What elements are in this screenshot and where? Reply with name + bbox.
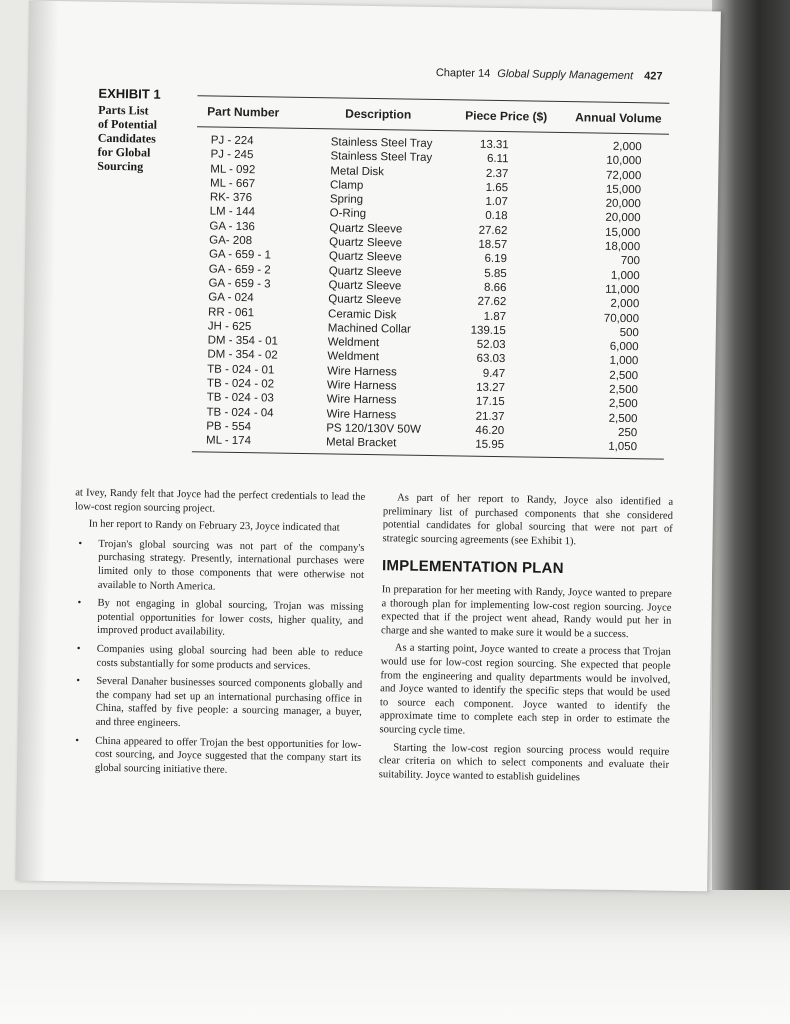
annual-volume-cell: 18,000 <box>604 240 641 254</box>
exhibit-caption-line: Parts List <box>98 102 149 118</box>
scanner-shadow-right <box>712 0 790 1024</box>
findings-list <box>71 537 365 779</box>
annual-volume-cell: 15,000 <box>605 183 642 197</box>
piece-price-cell: 1.65 <box>485 181 509 195</box>
parts-table <box>192 95 670 459</box>
list-item <box>72 675 363 734</box>
piece-price-cell: 2.37 <box>485 167 509 180</box>
part-number-cell: PJ - 245 <box>210 148 254 162</box>
description-cell: Metal Disk <box>330 164 385 178</box>
part-number-cell: GA - 136 <box>209 220 255 233</box>
part-number-cell: ML - 667 <box>210 177 256 191</box>
chapter-title: Global Supply Management <box>497 67 634 83</box>
description-cell: Wire Harness <box>327 365 397 379</box>
piece-price-cell: 27.62 <box>477 295 507 309</box>
annual-volume-cell: 2,500 <box>608 412 638 425</box>
description-column <box>326 135 433 451</box>
paragraph: at Ivey, Randy felt that Joyce had the perfect credentials to lead the low-cost region sourcing project. <box>74 487 366 515</box>
part-number-cell: ML - 174 <box>205 434 252 448</box>
annual-volume-cell: 10,000 <box>606 155 642 168</box>
description-cell: Wire Harness <box>326 393 397 407</box>
piece-price-cell: 17.15 <box>475 396 505 409</box>
part-number-cell: DM - 354 - 02 <box>207 348 278 363</box>
bullet-icon: • <box>78 538 83 550</box>
exhibit-caption-line: Candidates <box>97 130 156 146</box>
list-item-text: Several Danaher businesses sourced components globally and the company had set up an international purchasing office in China, staffed by five people: a sourcing manager, a buyer, and three engineers. <box>95 675 363 729</box>
part-number-cell: TB - 024 - 02 <box>206 377 275 391</box>
piece-price-cell: 52.03 <box>476 338 506 352</box>
description-cell: Clamp <box>329 179 364 192</box>
bullet-icon: • <box>76 643 81 655</box>
piece-price-cell: 13.31 <box>479 138 509 152</box>
part-number-cell: DM - 354 - 01 <box>207 334 279 348</box>
piece-price-cell: 0.18 <box>485 210 508 223</box>
part-number-cell: GA - 659 - 2 <box>208 263 271 277</box>
paragraph: In her report to Randy on February 23, Joyce indicated that <box>88 518 340 534</box>
bullet-icon: • <box>77 597 82 609</box>
part-number-cell: LM - 144 <box>209 205 256 219</box>
piece-price-cell: 9.47 <box>482 367 506 380</box>
piece-price-cell: 1.87 <box>483 310 507 323</box>
section-heading: IMPLEMENTATION PLAN <box>381 557 564 578</box>
part-number-cell: TB - 024 - 01 <box>207 363 275 377</box>
bullet-icon: • <box>76 675 81 687</box>
annual-volume-cell: 500 <box>619 326 639 340</box>
scanner-bed-bottom <box>0 890 790 1024</box>
annual-volume-cell: 72,000 <box>605 169 642 182</box>
piece-price-cell: 5.85 <box>484 267 507 280</box>
header-piece-price: Piece Price ($) <box>465 108 548 124</box>
description-cell: Weldment <box>327 336 380 350</box>
list-item-text: By not engaging in global sourcing, Trojan was missing potential opportunities for lower costs, higher quality, and improved product availability. <box>96 597 364 639</box>
exhibit-number: EXHIBIT 1 <box>98 85 161 102</box>
header-description: Description <box>345 106 412 122</box>
annual-volume-cell: 2,500 <box>609 383 639 397</box>
piece-price-cell: 46.20 <box>475 424 505 438</box>
piece-price-cell: 63.03 <box>476 353 506 366</box>
exhibit-caption-line: for Global <box>97 144 151 160</box>
description-cell: Stainless Steel Tray <box>330 150 433 165</box>
book-page <box>15 1 721 892</box>
description-cell: O-Ring <box>329 207 367 221</box>
part-number-cell: GA- 208 <box>209 234 253 248</box>
list-item-text: Companies using global sourcing had been able to reduce costs substantially for some products and services. <box>96 643 363 672</box>
part-number-cell: ML - 092 <box>210 163 256 176</box>
piece-price-cell: 13.27 <box>476 381 506 395</box>
part-number-cell: TB - 024 - 03 <box>206 391 274 405</box>
annual-volume-cell: 2,500 <box>608 398 638 411</box>
piece-price-cell: 1.07 <box>485 196 508 209</box>
description-cell: Machined Collar <box>327 322 412 336</box>
piece-price-column <box>444 137 509 452</box>
paragraph: In preparation for her meeting with Randy, Joyce wanted to prepare a thorough plan for implementing low-cost region sourcing. Joyce expected that if the project went ahead, Randy would put her in charge and she wanted to make sure it would be a success. <box>381 584 672 640</box>
chapter-label: Chapter 14 <box>435 67 491 80</box>
part-number-cell: TB - 024 - 04 <box>206 406 274 420</box>
page-gutter <box>15 1 59 881</box>
bullet-icon: • <box>75 734 80 746</box>
description-cell: Quartz Sleeve <box>329 236 403 250</box>
paragraph: As part of her report to Randy, Joyce also identified a preliminary list of purchased components that she considered potential candidates for global sourcing that were not part of strategic sourcing agreements (see Exhibit 1). <box>382 492 674 548</box>
right-text-column <box>379 491 674 790</box>
part-number-cell: JH - 625 <box>207 320 252 334</box>
description-cell: Metal Bracket <box>325 436 397 450</box>
part-number-cell: PB - 554 <box>206 420 252 434</box>
list-item-text: China appeared to offer Trojan the best opportunities for low-cost sourcing, and Joyce suggested that the company start its global sourcing initiative there. <box>94 735 362 776</box>
piece-price-cell: 21.37 <box>475 410 505 423</box>
part-number-cell: GA - 659 - 3 <box>208 277 271 291</box>
description-cell: Quartz Sleeve <box>328 293 402 307</box>
annual-volume-cell: 250 <box>617 426 638 440</box>
exhibit-caption-line: of Potential <box>97 116 158 132</box>
annual-volume-cell: 70,000 <box>603 312 640 325</box>
list-item <box>71 734 362 779</box>
piece-price-cell: 8.66 <box>484 281 507 295</box>
part-number-cell: GA - 024 <box>208 291 254 305</box>
annual-volume-cell: 2,000 <box>610 298 640 311</box>
annual-volume-cell: 15,000 <box>605 226 641 240</box>
exhibit-label <box>97 86 188 174</box>
annual-volume-cell: 2,500 <box>609 369 639 382</box>
description-cell: Stainless Steel Tray <box>330 136 433 150</box>
list-item-text: Trojan's global sourcing was not part of the company's purchasing strategy. Presently, international purchases were limited only to those components that were otherwise not available to North America. <box>97 538 365 593</box>
part-number-column <box>206 133 281 449</box>
piece-price-cell: 18.57 <box>478 238 508 252</box>
paragraph: Starting the low-cost region sourcing process would require clear criteria on which to select components and evaluate their suitability. Joyce wanted to establish guidelines <box>378 741 670 784</box>
header-annual-volume: Annual Volume <box>575 110 662 126</box>
part-number-cell: RR - 061 <box>207 306 255 319</box>
annual-volume-cell: 2,000 <box>612 140 642 154</box>
annual-volume-cell: 20,000 <box>605 212 641 225</box>
page-number: 427 <box>644 70 663 83</box>
piece-price-cell: 139.15 <box>470 324 506 338</box>
description-cell: Spring <box>329 193 364 207</box>
annual-volume-cell: 6,000 <box>609 340 639 354</box>
annual-volume-cell: 700 <box>620 255 641 268</box>
annual-volume-cell: 1,000 <box>609 355 639 368</box>
table-body <box>192 127 669 458</box>
description-cell: Quartz Sleeve <box>328 250 402 264</box>
description-cell: Weldment <box>327 350 380 364</box>
piece-price-cell: 6.19 <box>484 253 508 266</box>
annual-volume-cell: 1,000 <box>610 269 640 282</box>
list-item <box>72 642 362 674</box>
list-item <box>73 597 364 642</box>
piece-price-cell: 6.11 <box>486 153 509 166</box>
part-number-cell: RK- 376 <box>209 191 253 205</box>
part-number-cell: PJ - 224 <box>210 134 254 148</box>
description-cell: Quartz Sleeve <box>328 265 402 279</box>
list-item <box>74 537 365 596</box>
part-number-cell: GA - 659 - 1 <box>208 248 272 262</box>
description-cell: Wire Harness <box>326 379 397 393</box>
exhibit-caption-line: Sourcing <box>97 158 144 174</box>
annual-volume-cell: 20,000 <box>605 197 641 211</box>
piece-price-cell: 15.95 <box>475 438 505 452</box>
description-cell: Wire Harness <box>326 407 397 422</box>
description-cell: Ceramic Disk <box>327 307 397 321</box>
annual-volume-cell: 11,000 <box>605 283 640 297</box>
description-cell: Quartz Sleeve <box>329 222 403 236</box>
running-head <box>436 67 676 83</box>
paragraph: As a starting point, Joyce wanted to create a process that Trojan would use for low-cost region sourcing. She expected that people from the engineering and quality departments would be involved, and Joyce wanted to identify the specific steps that would be used to source each component. Joyce wanted to identify the approximate time to complete each step in order to estimate the sourcing cycle time. <box>379 642 671 737</box>
header-part-number: Part Number <box>207 104 280 120</box>
piece-price-cell: 27.62 <box>478 224 508 237</box>
left-text-column <box>71 486 366 784</box>
description-cell: Quartz Sleeve <box>328 279 402 293</box>
annual-volume-cell: 1,050 <box>608 441 638 454</box>
description-cell: PS 120/130V 50W <box>326 422 421 436</box>
annual-volume-column <box>557 139 642 455</box>
